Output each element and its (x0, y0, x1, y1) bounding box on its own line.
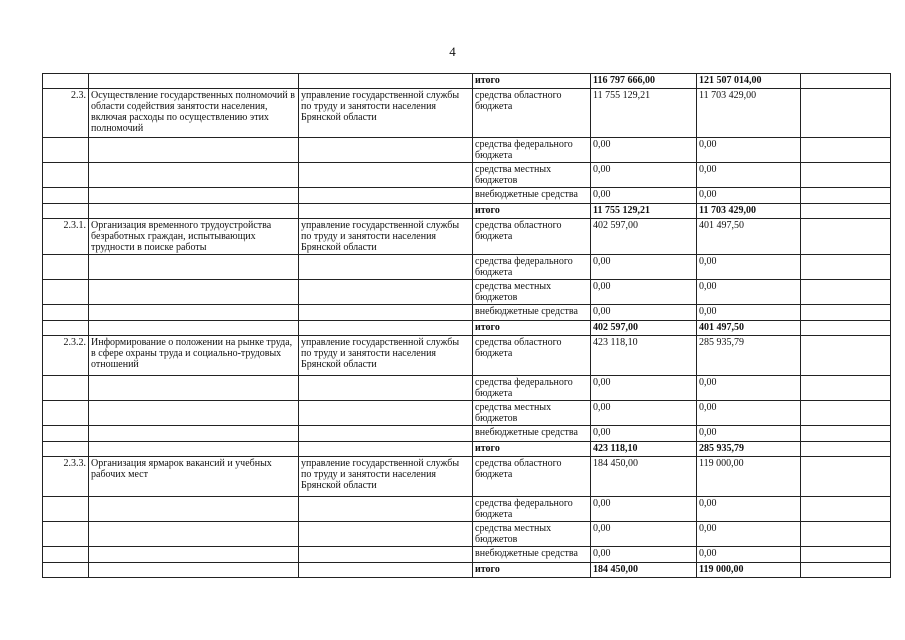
amount-a: 423 118,10 (591, 336, 697, 376)
cell-name (89, 563, 299, 578)
cell-num (43, 563, 89, 578)
source-label: внебюджетные средства (473, 547, 591, 563)
cell-executor (299, 547, 473, 563)
cell-executor (299, 401, 473, 426)
table-row (43, 336, 891, 376)
cell-num (43, 138, 89, 163)
amount-a: 11 755 129,21 (591, 204, 697, 219)
cell-name (89, 401, 299, 426)
amount-a: 402 597,00 (591, 321, 697, 336)
amount-b: 0,00 (697, 305, 801, 321)
cell-executor (299, 376, 473, 401)
cell-empty (801, 305, 891, 321)
table-row (43, 426, 891, 442)
amount-a: 184 450,00 (591, 563, 697, 578)
cell-executor (299, 563, 473, 578)
amount-b: 0,00 (697, 426, 801, 442)
page-number: 4 (449, 44, 456, 59)
item-number: 2.3.1. (43, 219, 89, 255)
cell-empty (801, 89, 891, 138)
amount-b: 285 935,79 (697, 336, 801, 376)
cell-num (43, 442, 89, 457)
cell-empty (801, 426, 891, 442)
source-label: средства областного бюджета (473, 457, 591, 497)
cell-empty (801, 547, 891, 563)
table-row (43, 204, 891, 219)
cell-name (89, 442, 299, 457)
amount-b: 11 703 429,00 (697, 204, 801, 219)
cell-num (43, 280, 89, 305)
cell-executor (299, 74, 473, 89)
cell-empty (801, 497, 891, 522)
cell-name (89, 522, 299, 547)
amount-a: 184 450,00 (591, 457, 697, 497)
table-body (43, 74, 891, 578)
amount-a: 0,00 (591, 376, 697, 401)
table-row (43, 163, 891, 188)
amount-a: 116 797 666,00 (591, 74, 697, 89)
source-label: итого (473, 442, 591, 457)
cell-num (43, 376, 89, 401)
cell-name (89, 376, 299, 401)
source-label: средства областного бюджета (473, 336, 591, 376)
table-row (43, 321, 891, 336)
item-executor: управление государственной службы по труду и занятости населения Брянской области (299, 219, 473, 255)
amount-b: 11 703 429,00 (697, 89, 801, 138)
cell-empty (801, 163, 891, 188)
amount-a: 0,00 (591, 255, 697, 280)
source-label: средства местных бюджетов (473, 280, 591, 305)
cell-executor (299, 522, 473, 547)
source-label: внебюджетные средства (473, 426, 591, 442)
cell-name (89, 305, 299, 321)
item-executor: управление государственной службы по труду и занятости населения Брянской области (299, 89, 473, 138)
cell-name (89, 280, 299, 305)
cell-executor (299, 255, 473, 280)
cell-num (43, 74, 89, 89)
amount-b: 401 497,50 (697, 219, 801, 255)
cell-name (89, 188, 299, 204)
source-label: итого (473, 563, 591, 578)
item-executor: управление государственной службы по труду и занятости населения Брянской области (299, 457, 473, 497)
source-label: средства местных бюджетов (473, 163, 591, 188)
cell-empty (801, 204, 891, 219)
source-label: внебюджетные средства (473, 305, 591, 321)
cell-executor (299, 163, 473, 188)
item-number: 2.3.3. (43, 457, 89, 497)
amount-a: 0,00 (591, 138, 697, 163)
cell-empty (801, 336, 891, 376)
cell-name (89, 163, 299, 188)
cell-executor (299, 497, 473, 522)
cell-num (43, 401, 89, 426)
amount-a: 0,00 (591, 305, 697, 321)
source-label: средства местных бюджетов (473, 401, 591, 426)
budget-table (42, 73, 891, 578)
cell-executor (299, 321, 473, 336)
item-name: Осуществление государственных полномочий в области содействия занятости населения, включая расходы по осуществлению этих полномочий (89, 89, 299, 138)
amount-b: 119 000,00 (697, 457, 801, 497)
cell-name (89, 547, 299, 563)
amount-b: 0,00 (697, 401, 801, 426)
item-executor: управление государственной службы по труду и занятости населения Брянской области (299, 336, 473, 376)
table-row (43, 442, 891, 457)
cell-empty (801, 522, 891, 547)
amount-b: 0,00 (697, 497, 801, 522)
amount-b: 0,00 (697, 522, 801, 547)
table-row (43, 563, 891, 578)
cell-name (89, 255, 299, 280)
cell-empty (801, 280, 891, 305)
item-name: Организация ярмарок вакансий и учебных рабочих мест (89, 457, 299, 497)
amount-b: 0,00 (697, 255, 801, 280)
cell-empty (801, 138, 891, 163)
cell-executor (299, 426, 473, 442)
table-row (43, 74, 891, 89)
table-row (43, 522, 891, 547)
amount-b: 119 000,00 (697, 563, 801, 578)
amount-b: 0,00 (697, 547, 801, 563)
table-row (43, 401, 891, 426)
source-label: средства областного бюджета (473, 89, 591, 138)
cell-empty (801, 188, 891, 204)
cell-num (43, 321, 89, 336)
source-label: внебюджетные средства (473, 188, 591, 204)
cell-executor (299, 204, 473, 219)
cell-num (43, 547, 89, 563)
cell-executor (299, 442, 473, 457)
cell-num (43, 255, 89, 280)
cell-empty (801, 563, 891, 578)
cell-empty (801, 321, 891, 336)
amount-b: 0,00 (697, 163, 801, 188)
amount-b: 0,00 (697, 376, 801, 401)
cell-num (43, 188, 89, 204)
table-row (43, 457, 891, 497)
cell-num (43, 163, 89, 188)
cell-num (43, 426, 89, 442)
item-name: Организация временного трудоустройства безработных граждан, испытывающих трудности в поиске работы (89, 219, 299, 255)
table-row (43, 305, 891, 321)
table-row (43, 219, 891, 255)
cell-empty (801, 219, 891, 255)
amount-b: 121 507 014,00 (697, 74, 801, 89)
cell-empty (801, 457, 891, 497)
cell-name (89, 426, 299, 442)
cell-num (43, 305, 89, 321)
source-label: средства федерального бюджета (473, 138, 591, 163)
table-row (43, 497, 891, 522)
cell-name (89, 204, 299, 219)
source-label: средства федерального бюджета (473, 376, 591, 401)
cell-num (43, 522, 89, 547)
amount-a: 0,00 (591, 547, 697, 563)
cell-empty (801, 376, 891, 401)
cell-empty (801, 74, 891, 89)
item-number: 2.3.2. (43, 336, 89, 376)
cell-name (89, 497, 299, 522)
amount-a: 11 755 129,21 (591, 89, 697, 138)
amount-a: 0,00 (591, 188, 697, 204)
source-label: средства федерального бюджета (473, 497, 591, 522)
cell-num (43, 497, 89, 522)
amount-a: 423 118,10 (591, 442, 697, 457)
table-row (43, 188, 891, 204)
source-label: средства местных бюджетов (473, 522, 591, 547)
cell-executor (299, 138, 473, 163)
amount-b: 0,00 (697, 138, 801, 163)
cell-num (43, 204, 89, 219)
amount-a: 0,00 (591, 401, 697, 426)
cell-empty (801, 401, 891, 426)
cell-executor (299, 188, 473, 204)
amount-a: 402 597,00 (591, 219, 697, 255)
cell-empty (801, 442, 891, 457)
item-name: Информирование о положении на рынке труда, в сфере охраны труда и социально-трудовых отношений (89, 336, 299, 376)
source-label: средства областного бюджета (473, 219, 591, 255)
cell-name (89, 74, 299, 89)
amount-b: 401 497,50 (697, 321, 801, 336)
table-row (43, 376, 891, 401)
amount-b: 0,00 (697, 188, 801, 204)
amount-a: 0,00 (591, 426, 697, 442)
amount-a: 0,00 (591, 280, 697, 305)
source-label: итого (473, 321, 591, 336)
table-row (43, 138, 891, 163)
source-label: средства федерального бюджета (473, 255, 591, 280)
amount-b: 0,00 (697, 280, 801, 305)
cell-executor (299, 305, 473, 321)
cell-executor (299, 280, 473, 305)
amount-a: 0,00 (591, 522, 697, 547)
item-number: 2.3. (43, 89, 89, 138)
cell-name (89, 138, 299, 163)
table-row (43, 280, 891, 305)
cell-empty (801, 255, 891, 280)
source-label: итого (473, 74, 591, 89)
amount-a: 0,00 (591, 497, 697, 522)
table-row (43, 255, 891, 280)
amount-b: 285 935,79 (697, 442, 801, 457)
table-row (43, 547, 891, 563)
cell-name (89, 321, 299, 336)
table-row (43, 89, 891, 138)
source-label: итого (473, 204, 591, 219)
amount-a: 0,00 (591, 163, 697, 188)
